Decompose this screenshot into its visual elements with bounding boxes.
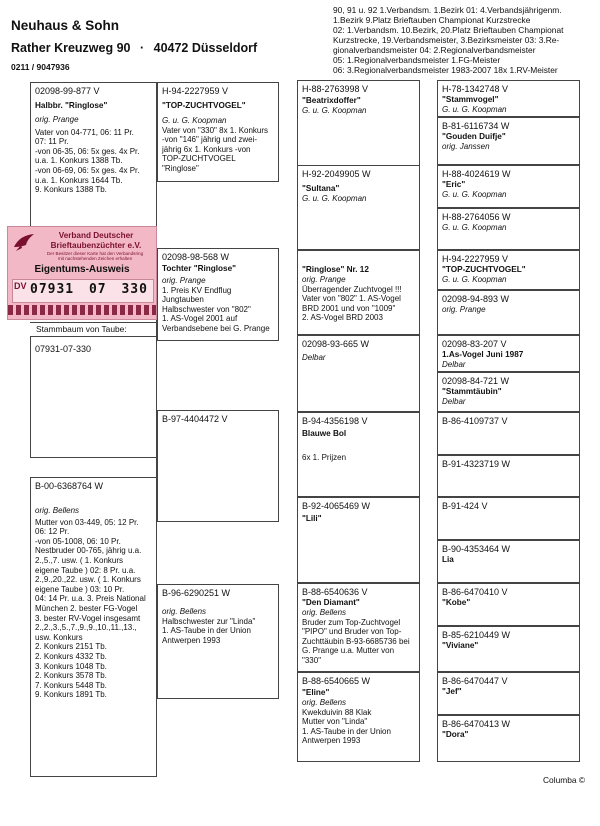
origin: Delbar <box>442 397 466 406</box>
ring-number: B-94-4356198 V <box>302 416 368 426</box>
pedigree-box-mfm <box>297 497 420 583</box>
origin: G. u. G. Koopman <box>442 190 507 199</box>
pigeon-name: "Jef" <box>442 687 462 696</box>
origin: orig. Prange <box>162 276 206 285</box>
pigeon-logo-icon <box>12 231 38 253</box>
pedigree-box-ff <box>157 82 279 182</box>
ring-number: B-91-4323719 W <box>442 459 511 469</box>
pedigree-box-fmf <box>297 250 420 335</box>
ring-number: B-85-6210449 W <box>442 630 511 640</box>
pigeon-name: "Viviane" <box>442 641 479 650</box>
pedigree-box-g4 <box>437 80 580 117</box>
pigeon-name: Lia <box>442 555 454 564</box>
card-pattern-strip <box>8 305 156 315</box>
ring-number: B-86-6470410 V <box>442 587 508 597</box>
pigeon-name: "Dora" <box>442 730 469 739</box>
ring-number: B-81-6116734 W <box>442 121 510 131</box>
pigeon-name: "Lili" <box>302 514 322 523</box>
origin: orig. Prange <box>35 115 79 124</box>
ring-number: B-86-4109737 V <box>442 416 508 426</box>
pigeon-name: "Kobe" <box>442 598 471 607</box>
card-title: Eigentums-Ausweis <box>34 264 130 275</box>
footer-credit: Columba © <box>543 775 586 785</box>
ring-number: H-78-1342748 V <box>442 84 509 94</box>
pedigree-box-g4 <box>437 497 580 540</box>
description: Vater von "330" 8x 1. Konkurs -von "146" jährig und zwei- jährig 6x 1. Konkurs -von TOP-ZUCHTVOGEL "Ringlose" <box>162 125 269 173</box>
ring-number: B-86-6470447 V <box>442 676 508 686</box>
pedigree-box-g4 <box>437 583 580 626</box>
breeder-phone: 0211 / 9047936 <box>11 62 70 72</box>
ownership-id-card <box>7 226 157 320</box>
pigeon-name: "Ringlose" Nr. 12 <box>302 265 369 274</box>
pigeon-name: "Den Diamant" <box>302 598 360 607</box>
ring-number: H-88-2764056 W <box>442 212 511 222</box>
ring-number: B-90-4353464 W <box>442 544 511 554</box>
pedigree-box-g4 <box>437 117 580 165</box>
pigeon-name: Halbbr. "Ringlose" <box>35 101 108 110</box>
ring-number: B-96-6290251 W <box>162 588 231 598</box>
pedigree-box-g4 <box>437 672 580 715</box>
card-side-label: DV <box>14 281 27 291</box>
pigeon-name: Tochter "Ringlose" <box>162 264 237 273</box>
card-year: 07 <box>88 282 107 297</box>
origin: orig. Prange <box>442 305 486 314</box>
pedigree-box-g4 <box>437 372 580 412</box>
divider <box>30 322 157 323</box>
ring-number: B-00-6368764 W <box>35 481 104 491</box>
description: Halbschwester zur "Linda" 1. AS-Taube in der Union Antwerpen 1993 <box>162 616 256 645</box>
ring-number: H-88-4024619 W <box>442 169 511 179</box>
description: Vater von 04-771, 06: 11 Pr. 07: 11 Pr. -von 06-35, 06: 5x ges. 4x Pr. u.a. 1. Konkurs 1388 Tb. -von 06-69, 06: 5x ges. 4x Pr. u.a. 1. Konkurs 1644 Tb. 9. Konkurs 1388 Tb. <box>35 127 140 195</box>
origin: orig. Janssen <box>442 142 490 151</box>
ring-number: H-94-2227959 V <box>442 254 509 264</box>
origin: orig. Bellens <box>302 608 347 617</box>
origin: Delbar <box>302 353 326 362</box>
ring-number: 02098-83-207 V <box>442 339 507 349</box>
origin: G. u. G. Koopman <box>442 275 507 284</box>
ring-number: B-88-6540665 W <box>302 676 371 686</box>
card-serial: 330 <box>121 282 148 297</box>
description: Bruder zum Top-Zuchtvogel "PIPO" und Bruder von Top- Zuchttäubin B-93-6685736 bei G. Prange u.a. Mutter von "330" <box>302 617 410 665</box>
ring-number: B-97-4404472 V <box>162 414 228 424</box>
breeder-address <box>11 41 257 55</box>
pedigree-box-g4 <box>437 165 580 208</box>
origin: orig. Bellens <box>302 698 347 707</box>
pigeon-name: 1.As-Vogel Juni 1987 <box>442 350 524 359</box>
pigeon-name: "Stammvogel" <box>442 95 499 104</box>
pedigree-box-fmm <box>297 335 420 412</box>
ring-number: H-92-2049905 W <box>302 169 371 179</box>
pedigree-box-g4 <box>437 626 580 672</box>
origin: G. u. G. Koopman <box>302 194 367 203</box>
ring-number: 02098-94-893 W <box>442 294 510 304</box>
ring-number: 02098-84-721 W <box>442 376 510 386</box>
pigeon-name: Blauwe Bol <box>302 429 347 438</box>
org-name-line1: Verband Deutscher <box>58 231 134 240</box>
pedigree-box-ffm <box>297 165 420 250</box>
pedigree-box-mmf <box>297 583 420 672</box>
ring-number: B-86-6470413 W <box>442 719 511 729</box>
pedigree-box-fm <box>157 248 279 341</box>
city: 40472 Düsseldorf <box>153 41 258 55</box>
origin: G. u. G. Koopman <box>442 105 507 114</box>
pedigree-box-g4 <box>437 250 580 290</box>
pedigree-box-mmm <box>297 672 420 762</box>
description: 6x 1. Prijzen <box>302 453 347 462</box>
pedigree-box-mother <box>30 477 157 777</box>
pedigree-box-father <box>30 82 157 227</box>
ring-number: H-88-2763998 V <box>302 84 369 94</box>
pigeon-name: "TOP-ZUCHTVOGEL" <box>162 101 246 110</box>
org-name-line2: Brieftaubenzüchter e.V. <box>50 240 142 250</box>
ring-number: B-92-4065469 W <box>302 501 371 511</box>
pedigree-box-g4 <box>437 335 580 372</box>
pedigree-box-subject <box>30 336 157 458</box>
pigeon-name: "Eline" <box>302 688 330 697</box>
achievements-notes: 90, 91 u. 92 1.Verbandsm. 1.Bezirk 01: 4.Verbandsjährigenm. 1.Bezirk 9.Platz Brieftauben Championat Kurzstrecke 02: 1.Verbandsm. 10.Bezirk, 20.Platz Brieftauben Championat Kurzstrecke, 19.Verbandsmeister, 3.Bezirksmeister 03: 3.Re- gionalverbandsmeister 04: 2.Regionalverbandsmeister 05: 1.Regionalverbandsmeister 1.FG-Meister 06: 3.Regionalverbandsmeister 1983-2007 18x 1.RV-Meister <box>333 5 564 75</box>
pigeon-name: "Sultana" <box>302 184 340 193</box>
pedigree-box-g4 <box>437 540 580 583</box>
ring-number: 02098-99-877 V <box>35 86 100 96</box>
address-separator: · <box>139 41 145 55</box>
ring-number: B-91-424 V <box>442 501 488 511</box>
origin: orig. Bellens <box>35 506 80 515</box>
description: Mutter von 03-449, 05: 12 Pr. 06: 12 Pr. -von 05-1008, 06: 10 Pr. Nestbruder 00-765, jährig u.a. 2.,5.,7. usw. ( 1. Konkurs eigene Taube ) 02: 8 Pr. u.a. 2.,9.,20.,22. usw. ( 1. Konkurs eigene Taube ) 03: 10 Pr. 04: 14 Pr. u.a. 3. Preis National München 2. bester FG-Vogel 3. bester RV-Vogel insgesamt 2.,2.,3.,5.,7.,9.,9.,10.,11.,13., usw. Konkurs 2. Konkurs 2151 Tb. 2. Konkurs 4332 Tb. 3. Konkurs 1048 Tb. 2. Konkurs 3578 Tb. 7. Konkurs 5448 Tb. 9. Konkurs 1891 Tb. <box>35 517 146 700</box>
pigeon-name: "Gouden Duifje" <box>442 132 506 141</box>
pedigree-box-mm <box>157 584 279 699</box>
street: Rather Kreuzweg 90 <box>11 41 131 55</box>
pedigree-box-g4 <box>437 412 580 455</box>
pedigree-box-g4 <box>437 290 580 335</box>
origin: Delbar <box>442 360 466 369</box>
ring-number: B-88-6540636 V <box>302 587 368 597</box>
pigeon-name: "Eric" <box>442 180 466 189</box>
subject-label: Stammbaum von Taube: <box>36 324 127 334</box>
pedigree-box-fff <box>297 80 420 170</box>
pigeon-name: "Stammtäubin" <box>442 387 502 396</box>
description: Kwekduivin 88 Klak Mutter von "Linda" 1. AS-Taube in der Union Antwerpen 1993 <box>302 707 391 746</box>
pedigree-box-g4 <box>437 715 580 762</box>
description: Überragender Zuchtvogel !!! Vater von "802" 1. AS-Vogel BRD 2001 und von "1009" 2. AS-Vogel BRD 2003 <box>302 284 402 323</box>
ring-number: 02098-93-665 W <box>302 339 370 349</box>
origin: G. u. G. Koopman <box>442 223 507 232</box>
card-number: 07931 <box>30 282 75 297</box>
breeder-name: Neuhaus & Sohn <box>11 18 120 33</box>
pigeon-name: "TOP-ZUCHTVOGEL" <box>442 265 526 274</box>
pedigree-box-g4 <box>437 455 580 497</box>
ring-number: H-94-2227959 V <box>162 86 229 96</box>
fine-print: Der Besitzer dieser Karte hat den Verbandsring mit nachstehenden Zeichen erhalten <box>46 251 144 262</box>
pedigree-box-g4 <box>437 208 580 250</box>
pedigree-box-mff <box>297 412 420 497</box>
ring-number: 02098-98-568 W <box>162 252 230 262</box>
origin: orig. Bellens <box>162 607 207 616</box>
origin: orig. Prange <box>302 275 346 284</box>
subject-ring: 07931-07-330 <box>35 344 92 354</box>
description: 1. Preis KV Endflug Jungtauben Halbschwester von "802" 1. AS-Vogel 2001 auf Verbandsebene bei G. Prange <box>162 285 270 333</box>
pedigree-box-mf <box>157 410 279 522</box>
pigeon-name: "Beatrixdoffer" <box>302 96 361 105</box>
origin: G. u. G. Koopman <box>302 106 367 115</box>
origin: G. u. G. Koopman <box>162 116 227 125</box>
